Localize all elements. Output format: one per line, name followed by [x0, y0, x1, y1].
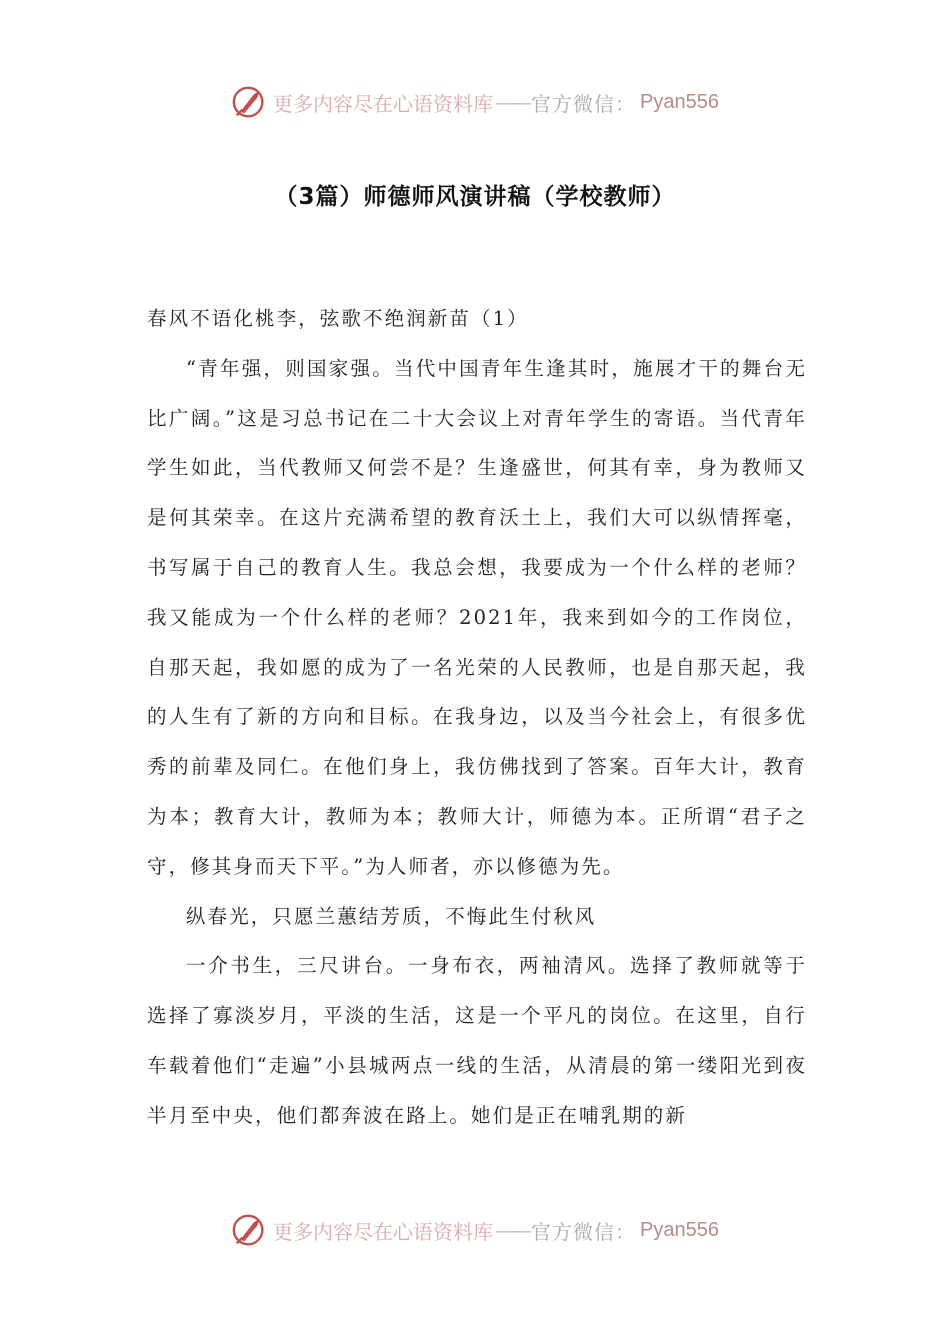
footer-wechat-id: Pyan556 — [640, 1218, 719, 1241]
header-wechat-id: Pyan556 — [640, 90, 719, 113]
footer-brand-text: 更多内容尽在心语资料库 — [273, 1219, 494, 1244]
header-official-label: 官方微信： — [531, 91, 637, 116]
paragraph: “青年强，则国家强。当代中国青年生逢其时，施展才干的舞台无比广阔。”这是习总书记在二十大会议上对青年学生的寄语。当代青年学生如此，当代教师又何尝不是？生逢盛世，何其有幸，身为教师又是何其荣幸。在这片充满希望的教育沃土上，我们大可以纵情挥毫，书写属于自己的教育人生。我总会想，我要成为一个什么样的老师？我又能成为一个什么样的老师？2021年，我来到如今的工作岗位，自那天起，我如愿的成为了一名光荣的人民教师，也是自那天起，我的人生有了新的方向和目标。在我身边，以及当今社会上，有很多优秀的前辈及同仁。在他们身上，我仿佛找到了答案。百年大计，教育为本；教育大计，教师为本；教师大计，师德为本。正所谓“君子之守，修其身而天下平。”为人师者，亦以修德为先。 — [147, 356, 807, 878]
document-title: （3篇）师德师风演讲稿（学校教师） — [274, 184, 676, 210]
footer-banner — [0, 1210, 950, 1250]
footer-official-label: 官方微信： — [531, 1219, 637, 1244]
section-heading: 春风不语化桃李，弦歌不绝润新苗（1） — [147, 307, 529, 330]
header-banner — [0, 82, 950, 122]
pen-logo-icon — [231, 83, 269, 121]
paragraph: 一介书生，三尺讲台。一身布衣，两袖清风。选择了教师就等于选择了寡淡岁月，平淡的生活，这是一个平凡的岗位。在这里，自行车载着他们“走遍”小县城两点一线的生活，从清晨的第一缕阳光到夜半月至中央，他们都奔波在路上。她们是正在哺乳期的新 — [147, 954, 807, 1127]
pen-logo-icon — [231, 1211, 269, 1249]
footer-separator: —— — [495, 1218, 530, 1242]
subheading: 纵春光，只愿兰蕙结芳质，不悔此生付秋风 — [186, 904, 597, 928]
header-brand-text: 更多内容尽在心语资料库 — [273, 91, 494, 116]
header-separator: —— — [495, 90, 530, 114]
document-body — [147, 294, 807, 1141]
